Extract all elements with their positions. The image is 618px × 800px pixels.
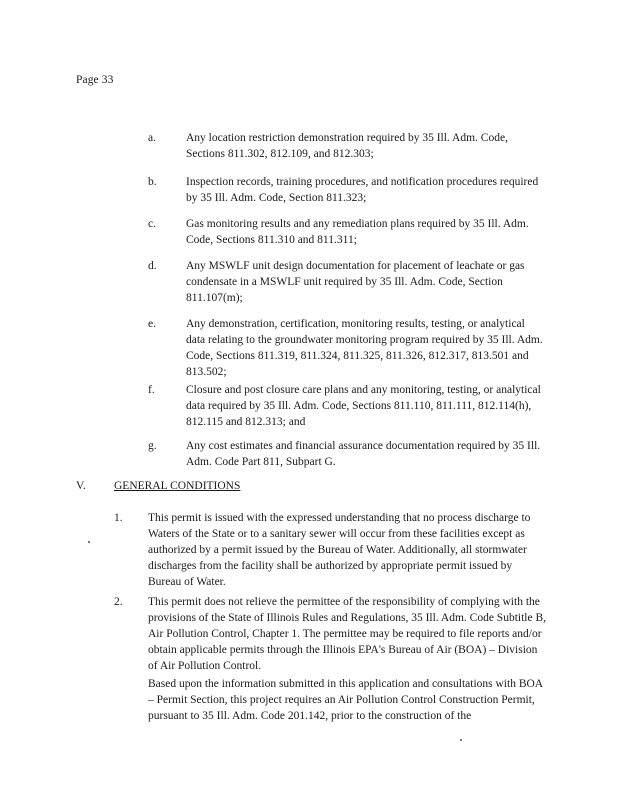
section-title: GENERAL CONDITIONS (114, 480, 241, 492)
condition-text: This permit is issued with the expressed understanding that no process discharge to Waters of the State or to a sanitary sewer will occur from these facilities except as authorized by a permit issued by the Bureau of Water. Additionally, all stormwater discharges from the facility shall be authorized by appropriate permit issued by Bureau of Water. (148, 512, 531, 588)
condition-text: This permit does not relieve the permittee of the responsibility of complying with the provisions of the State of Illinois Rules and Regulations, 35 Ill. Adm. Code Subtitle B, Air Pollution Control, Chapter 1. The permittee may be required to file reports and/or obtain applicable permits through the Illinois EPA's Bureau of Air (BOA) – Division of Air Pollution Control. (148, 596, 547, 672)
condition-marker: 1. (114, 512, 123, 524)
section-number: V. (76, 480, 86, 492)
list-text: Closure and post closure care plans and any monitoring, testing, or analytical data required by 35 Ill. Adm. Code, Sections 811.110, 811.111, 812.114(h), 812.115 and 812.313; and (186, 384, 541, 428)
list-text: Any demonstration, certification, monitoring results, testing, or analytical data relating to the groundwater monitoring program required by 35 Ill. Adm. Code, Sections 811.319, 811.324, 811.325, 811.326, 812.317, 813.501 and 813.502; (186, 318, 543, 378)
list-marker: g. (148, 440, 157, 452)
condition-marker: 2. (114, 596, 123, 608)
list-text: Gas monitoring results and any remediation plans required by 35 Ill. Adm. Code, Sections 811.310 and 811.311; (186, 218, 529, 246)
list-marker: a. (148, 132, 156, 144)
list-marker: e. (148, 318, 156, 330)
continuation-paragraph: Based upon the information submitted in this application and consultations with BOA – Permit Section, this project requires an Air Pollution Control Construction Permit, pursuant to 35 Ill. Adm. Code 201.142, prior to the construction of the (148, 678, 543, 722)
scan-speck (88, 541, 90, 543)
list-text: Any cost estimates and financial assurance documentation required by 35 Ill. Adm. Code Part 811, Subpart G. (186, 440, 541, 468)
list-marker: d. (148, 260, 157, 272)
list-marker: b. (148, 176, 157, 188)
list-text: Inspection records, training procedures, and notification procedures required by 35 Ill. Adm. Code, Section 811.323; (186, 176, 539, 204)
list-marker: f. (148, 384, 155, 396)
list-marker: c. (148, 218, 156, 230)
page-number: Page 33 (76, 74, 114, 86)
list-text: Any MSWLF unit design documentation for placement of leachate or gas condensate in a MSWLF unit required by 35 Ill. Adm. Code, Section 811.107(m); (186, 260, 525, 304)
list-text: Any location restriction demonstration required by 35 Ill. Adm. Code, Sections 811.302, 812.109, and 812.303; (186, 132, 508, 160)
scan-speck (460, 739, 462, 741)
